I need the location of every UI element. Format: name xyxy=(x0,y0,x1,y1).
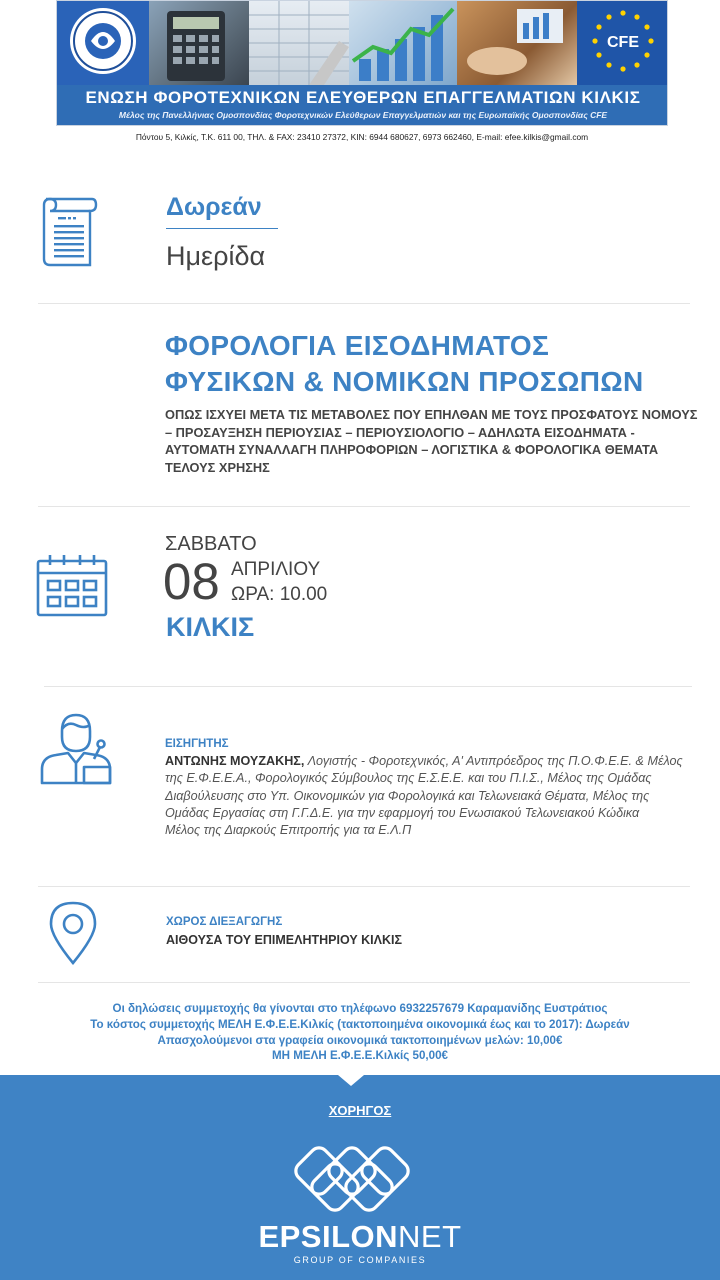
member-line: Μέλος της Πανελλήνιας Ομοσπονδίας Φοροτεχνικών Ελεύθερων Επαγγελματιών και της Ευρωπαϊκής Ομοσπονδίας CFE xyxy=(118,110,608,120)
registration-notes xyxy=(40,1001,680,1064)
speaker-name: ΑΝΤΩΝΗΣ ΜΟΥΖΑΚΗΣ, xyxy=(165,754,305,768)
day-name: ΣΑΒΒΑΤΟ xyxy=(165,533,257,555)
divider xyxy=(38,982,690,983)
speaker-bio-text: Λογιστής - Φοροτεχνικός, Α' Αντιπρόεδρος της Π.Ο.Φ.Ε.Ε. & Μέλος της Ε.Φ.Ε.Ε.Α., Φορολογικός Σύμβουλος της Ε.Σ.Ε.Ε. και του Π.Ι.Σ., Μέλος της Ομάδας Διαβούλευσης στο Υπ. Οικονομικών για Φορολογικά και Τελωνειακά Θέματα, Μέλος της Ομάδας Εργασίας στη Γ.Γ.Δ.Ε. για την εφαρμογή του Ενωσιακού Τελωνειακού Κώδικα xyxy=(165,754,683,820)
speaker-bio xyxy=(165,753,685,839)
sponsor-name xyxy=(0,1219,720,1255)
start-time: ΩΡΑ: 10.00 xyxy=(231,584,328,605)
note-non-member-cost: ΜΗ ΜΕΛΗ Ε.Φ.Ε.Ε.Κιλκίς 50,00€ xyxy=(271,1049,448,1063)
divider xyxy=(38,506,690,507)
sponsor-tagline: GROUP OF COMPANIES xyxy=(293,1255,427,1265)
handshake-icon xyxy=(457,1,577,85)
speaker-bio-line2: Μέλος της Διαρκούς Επιτροπής για τα Ε.Λ.Π xyxy=(165,823,412,838)
sponsor-name-bold: EPSILON xyxy=(258,1219,399,1254)
calculator-icon xyxy=(149,1,249,85)
banner-photos xyxy=(57,1,668,85)
contact-line: Πόντου 5, Κιλκίς, Τ.Κ. 611 00, ΤΗΛ. & FAX: 23410 27372, ΚΙΝ: 6944 680627, 6973 662460, E-mail: efee.kilkis@gmail.com xyxy=(135,132,589,142)
banner-title-bar xyxy=(57,85,668,126)
eu-stars-icon xyxy=(577,1,668,85)
spreadsheet-icon xyxy=(249,1,349,85)
divider xyxy=(44,686,692,687)
event-title-line1: ΦΟΡΟΛΟΓΙΑ ΕΙΣΟΔΗΜΑΤΟΣ xyxy=(165,330,550,361)
divider xyxy=(38,303,690,304)
federation-seal-icon xyxy=(57,1,149,85)
event-title-line2: ΦΥΣΙΚΩΝ & ΝΟΜΙΚΩΝ ΠΡΟΣΩΠΩΝ xyxy=(165,366,644,397)
calendar-icon xyxy=(36,553,108,617)
month: ΑΠΡΙΛΙΟΥ xyxy=(231,559,321,580)
venue-name: ΑΙΘΟΥΣΑ ΤΟΥ ΕΠΙΜΕΛΗΤΗΡΙΟΥ ΚΙΛΚΙΣ xyxy=(166,933,402,947)
note-member-cost: Το κόστος συμμετοχής ΜΕΛΗ Ε.Φ.Ε.Ε.Κιλκίς (τακτοποιημένα οικονομικά έως και το 2017): Δωρεάν xyxy=(90,1017,630,1031)
union-name: ΕΝΩΣΗ ΦΟΡΟΤΕΧΝΙΚΩΝ ΕΛΕΥΘΕΡΩΝ ΕΠΑΓΓΕΛΜΑΤΙΩΝ ΚΙΛΚΙΣ xyxy=(85,88,641,107)
federation-logo-panel xyxy=(57,1,149,85)
day-number: 08 xyxy=(163,553,220,610)
note-employee-cost: Απασχολούμενοι στα γραφεία οικονομικά τακτοποιημένων μελών: 10,00€ xyxy=(157,1033,563,1047)
price-label: Δωρεάν xyxy=(166,193,262,221)
cfe-logo-panel xyxy=(577,1,668,85)
header-banner xyxy=(56,0,668,126)
event-type: Ημερίδα xyxy=(166,241,266,271)
location-pin-icon xyxy=(47,900,99,966)
event-subtitle: ΟΠΩΣ ΙΣΧΥΕΙ ΜΕΤΑ ΤΙΣ ΜΕΤΑΒΟΛΕΣ ΠΟΥ ΕΠΗΛΘΑΝ ΜΕ ΤΟΥΣ ΠΡΟΣΦΑΤΟΥΣ ΝΟΜΟΥΣ – ΠΡΟΣΑΥΞΗΣΗ ΠΕΡΙΟΥΣΙΑΣ – ΠΕΡΙΟΥΣΙΟΛΟΓΙΟ – ΑΔΗΛΩΤΑ ΕΙΣΟΔΗΜΑΤΑ - ΑΥΤΟΜΑΤΗ ΣΥΝΑΛΛΑΓΗ ΠΛΗΡΟΦΟΡΙΩΝ – ΛΟΓΙΣΤΙΚΑ & ΦΟΡΟΛΟΓΙΚΑ ΘΕΜΑΤΑ ΤΕΛΟΥΣ ΧΡΗΣΗΣ xyxy=(165,407,698,475)
photo-spreadsheet xyxy=(249,1,349,85)
photo-calculator xyxy=(149,1,249,85)
growth-chart-icon xyxy=(349,1,457,85)
divider xyxy=(38,886,690,887)
sponsor-label: ΧΟΡΗΓΟΣ xyxy=(328,1103,392,1118)
sponsor-notch xyxy=(338,1075,364,1086)
document-scroll-icon xyxy=(38,193,98,271)
cfe-label: CFE xyxy=(607,34,639,51)
photo-growth-chart xyxy=(349,1,457,85)
price-underline xyxy=(166,228,278,229)
photo-handshake xyxy=(457,1,577,85)
speaker-label: ΕΙΣΗΓΗΤΗΣ xyxy=(165,738,229,750)
city: ΚΙΛΚΙΣ xyxy=(166,612,255,642)
note-registration-phone: Οι δηλώσεις συμμετοχής θα γίνονται στο τηλέφωνο 6932257679 Καραμανίδης Ευστράτιος xyxy=(112,1002,608,1015)
venue-label: ΧΩΡΟΣ ΔΙΕΞΑΓΩΓΗΣ xyxy=(166,916,283,928)
epsilonnet-logo-icon xyxy=(286,1138,418,1220)
speaker-icon xyxy=(38,711,114,787)
sponsor-name-light: NET xyxy=(398,1219,462,1254)
